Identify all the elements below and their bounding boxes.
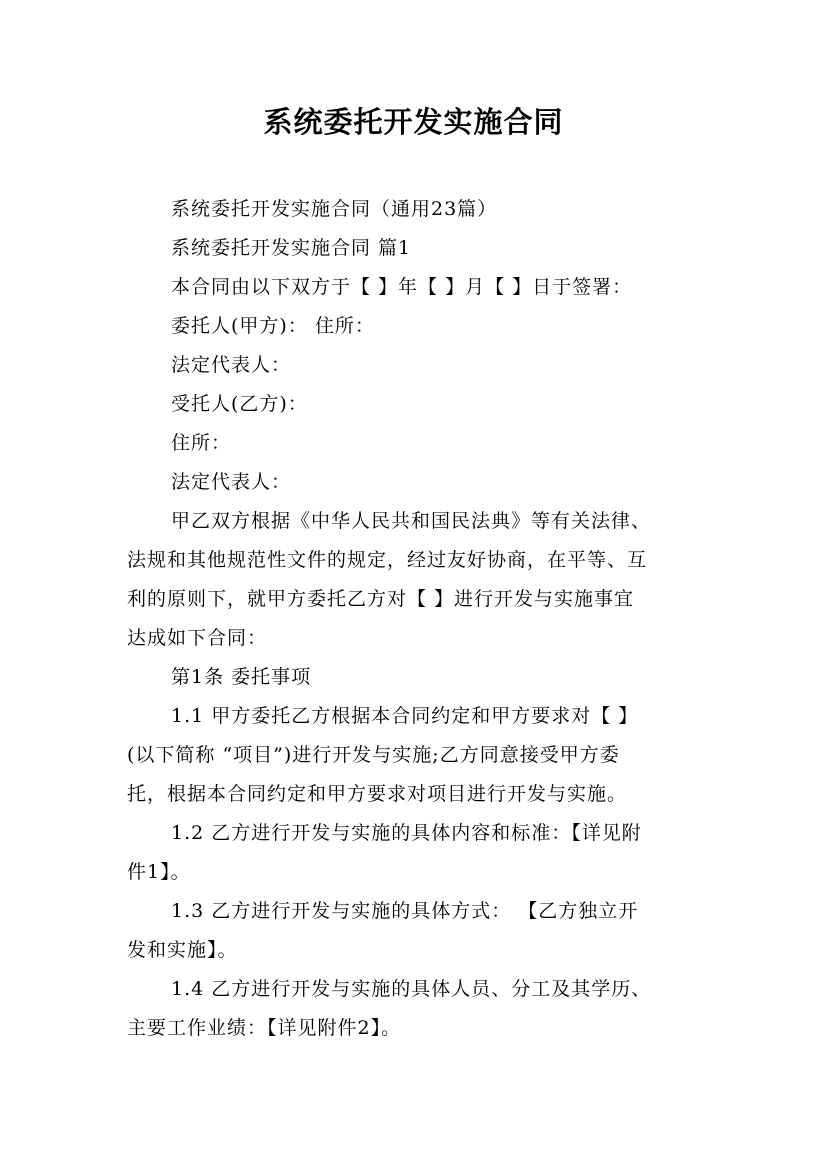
body-line-legal-rep-b: 法定代表人： — [171, 471, 292, 493]
body-line-subtitle: 系统委托开发实施合同（通用23篇） — [171, 198, 498, 220]
body-line-signing-date: 本合同由以下双方于【 】年【 】月【 】日于签署： — [171, 276, 633, 298]
body-line-clause-1-4-a: 1.4 乙方进行开发与实施的具体人员、分工及其学历、 — [171, 978, 652, 1000]
document-title: 系统委托开发实施合同 — [263, 105, 564, 139]
body-line-clause-1-1-c: 托，根据本合同约定和甲方要求对项目进行开发与实施。 — [127, 783, 628, 805]
document-body — [127, 190, 712, 1048]
body-line-party-b: 受托人(乙方)： — [171, 393, 308, 415]
body-line-preamble-4: 达成如下合同： — [127, 627, 268, 649]
body-line-preamble-1: 甲乙双方根据《中华人民共和国民法典》等有关法律、 — [171, 510, 652, 532]
body-line-preamble-2: 法规和其他规范性文件的规定，经过友好协商，在平等、互 — [127, 549, 648, 571]
body-line-clause-1-1-b: (以下简称 “项目”)进行开发与实施;乙方同意接受甲方委 — [127, 744, 620, 766]
body-line-article-1-heading: 第1条 委托事项 — [171, 666, 312, 688]
body-line-clause-1-2-b: 件1】。 — [127, 861, 191, 883]
body-line-legal-rep-a: 法定代表人： — [171, 354, 292, 376]
body-line-address-b: 住所： — [171, 432, 232, 454]
body-line-clause-1-4-b: 主要工作业绩：【详见附件2】。 — [127, 1017, 402, 1039]
body-line-clause-1-3-a: 1.3 乙方进行开发与实施的具体方式： 【乙方独立开 — [171, 900, 639, 922]
body-line-clause-1-1-a: 1.1 甲方委托乙方根据本合同约定和甲方要求对【 】 — [171, 705, 639, 727]
body-line-clause-1-2-a: 1.2 乙方进行开发与实施的具体内容和标准：【详见附 — [171, 822, 642, 844]
body-line-section-heading: 系统委托开发实施合同 篇1 — [171, 237, 412, 259]
body-line-party-a: 委托人(甲方)： 住所： — [171, 315, 375, 337]
body-line-preamble-3: 利的原则下，就甲方委托乙方对【 】进行开发与实施事宜 — [127, 588, 635, 610]
body-line-clause-1-3-b: 发和实施】。 — [127, 939, 238, 961]
